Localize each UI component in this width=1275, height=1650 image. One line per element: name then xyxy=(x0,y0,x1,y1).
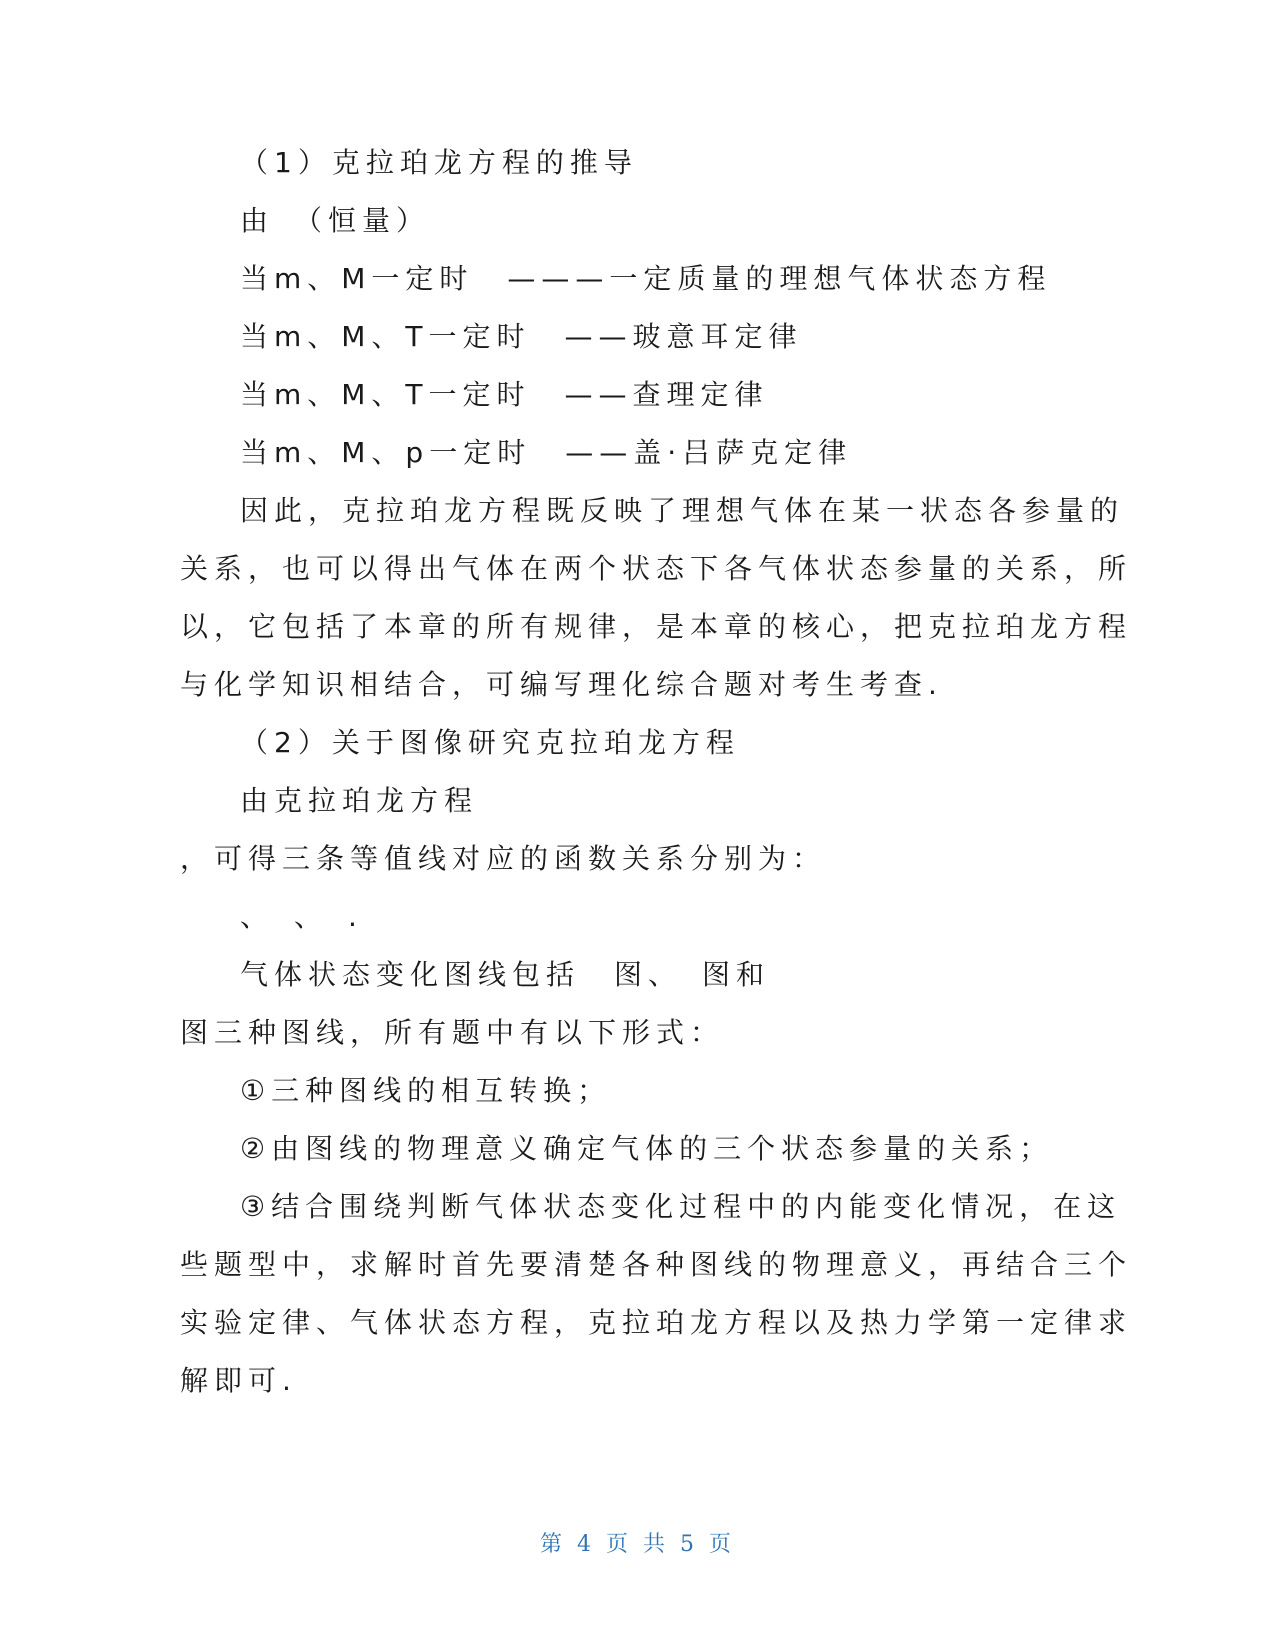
text-line: ①三种图线的相互转换； xyxy=(240,1074,612,1107)
text-line: ②由图线的物理意义确定气体的三个状态参量的关系； xyxy=(240,1132,1054,1165)
text-line: 由克拉珀龙方程 xyxy=(240,784,479,817)
footer-middle: 页 共 xyxy=(606,1532,669,1557)
text-line: 气体状态变化图线包括 图、 图和 xyxy=(240,958,771,991)
text-line: ，可得三条等值线对应的函数关系分别为： xyxy=(180,842,827,875)
text-line: （2）关于图像研究克拉珀龙方程 xyxy=(240,726,740,759)
text-line: 图三种图线，所有题中有以下形式： xyxy=(180,1016,725,1049)
text-line: 些题型中，求解时首先要清楚各种图线的物理意义，再结合三个 xyxy=(180,1248,1133,1281)
text-line: 实验定律、气体状态方程，克拉珀龙方程以及热力学第一定律求 xyxy=(180,1306,1133,1339)
text-line: 以，它包括了本章的所有规律，是本章的核心，把克拉珀龙方程 xyxy=(180,610,1133,643)
text-line: 由 （恒量） xyxy=(240,204,431,237)
text-line: 当m、M、T一定时 ——玻意耳定律 xyxy=(240,320,803,353)
footer-suffix: 页 xyxy=(709,1532,736,1557)
footer-prefix: 第 xyxy=(539,1532,566,1557)
text-line: 关系，也可以得出气体在两个状态下各气体状态参量的关系，所 xyxy=(180,552,1133,585)
text-line: ③结合围绕判断气体状态变化过程中的内能变化情况，在这 xyxy=(240,1190,1122,1223)
text-line: 解即可. xyxy=(180,1364,297,1397)
text-line: 当m、M、T一定时 ——查理定律 xyxy=(240,378,769,411)
text-line: 当m、M、p一定时 ——盖·吕萨克定律 xyxy=(240,436,853,469)
footer-page-number: 4 xyxy=(577,1532,595,1557)
text-line: （1）克拉珀龙方程的推导 xyxy=(240,146,638,179)
text-line: 当m、M一定时 ———一定质量的理想气体状态方程 xyxy=(240,262,1052,295)
page-footer xyxy=(0,1530,1275,1560)
text-line: 、 、 . xyxy=(240,900,363,933)
text-line: 与化学知识相结合，可编写理化综合题对考生考查. xyxy=(180,668,943,701)
footer-total-pages: 5 xyxy=(680,1532,698,1557)
text-line: 因此，克拉珀龙方程既反映了理想气体在某一状态各参量的 xyxy=(240,494,1125,527)
